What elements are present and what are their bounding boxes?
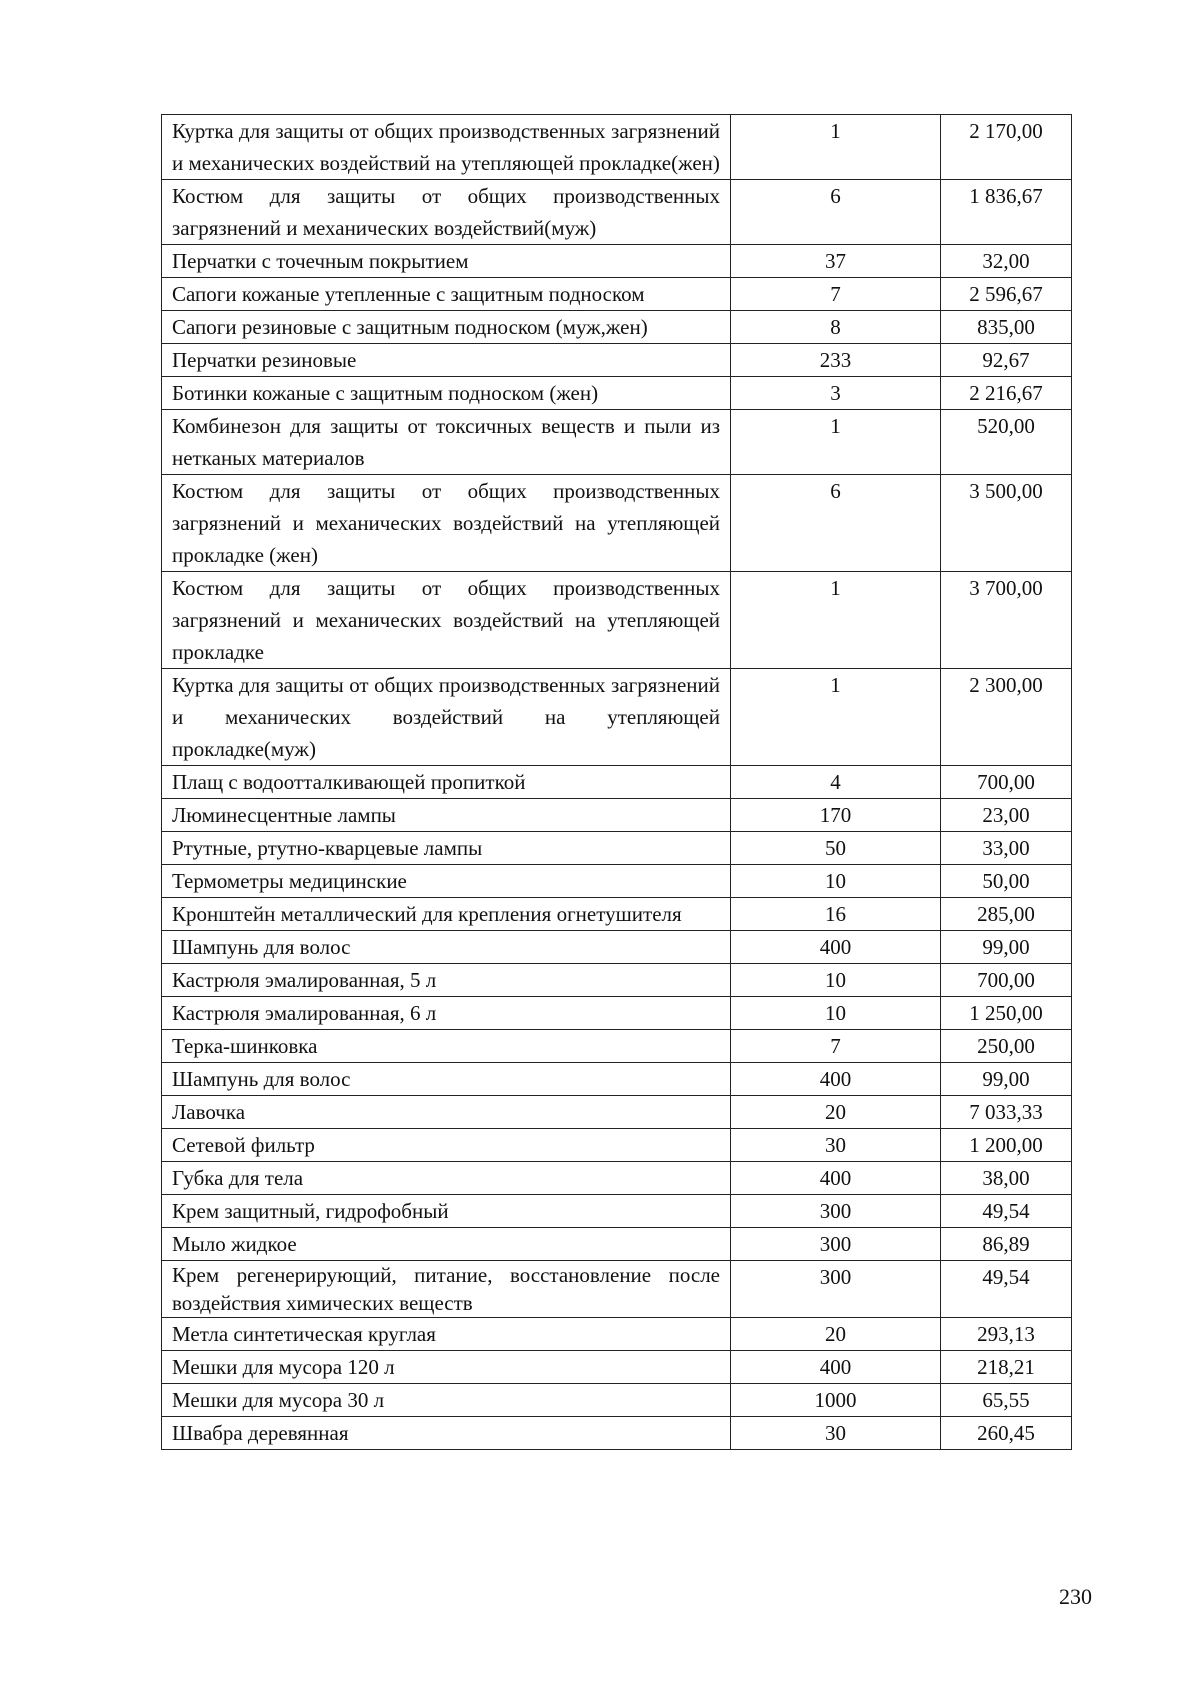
item-price-cell: 99,00 <box>941 1063 1072 1096</box>
table-row <box>162 1063 1072 1096</box>
item-price-cell: 50,00 <box>941 865 1072 898</box>
item-name-cell: Мешки для мусора 120 л <box>162 1351 731 1384</box>
item-qty-cell: 1 <box>731 410 941 475</box>
table-row <box>162 1261 1072 1318</box>
table-row <box>162 1384 1072 1417</box>
item-price-cell: 3 500,00 <box>941 475 1072 572</box>
table-row <box>162 377 1072 410</box>
table-row <box>162 1129 1072 1162</box>
item-name-cell: Костюм для защиты от общих производственных загрязнений и механических воздействий на утепляющей прокладке (жен) <box>162 475 731 572</box>
item-price-cell: 23,00 <box>941 799 1072 832</box>
item-qty-cell: 400 <box>731 1351 941 1384</box>
item-name-cell: Губка для тела <box>162 1162 731 1195</box>
table-row <box>162 410 1072 475</box>
item-name-cell: Перчатки резиновые <box>162 344 731 377</box>
page-number: 230 <box>1059 1584 1092 1609</box>
item-qty-cell: 300 <box>731 1195 941 1228</box>
item-name-cell: Шампунь для волос <box>162 931 731 964</box>
item-price-cell: 260,45 <box>941 1417 1072 1450</box>
item-qty-cell: 1000 <box>731 1384 941 1417</box>
item-name-cell: Сетевой фильтр <box>162 1129 731 1162</box>
item-price-cell: 49,54 <box>941 1195 1072 1228</box>
item-name-cell: Лавочка <box>162 1096 731 1129</box>
table-row <box>162 997 1072 1030</box>
item-qty-cell: 10 <box>731 964 941 997</box>
item-name-cell: Шампунь для волос <box>162 1063 731 1096</box>
table-row <box>162 898 1072 931</box>
item-name-cell: Сапоги резиновые с защитным подноском (муж,жен) <box>162 311 731 344</box>
item-qty-cell: 30 <box>731 1417 941 1450</box>
table-row <box>162 799 1072 832</box>
item-name-cell: Крем регенерирующий, питание, восстановление после воздействия химических веществ <box>162 1261 731 1318</box>
table-row <box>162 278 1072 311</box>
item-price-cell: 2 596,67 <box>941 278 1072 311</box>
table-row <box>162 1417 1072 1450</box>
item-price-cell: 99,00 <box>941 931 1072 964</box>
item-qty-cell: 30 <box>731 1129 941 1162</box>
item-name-cell: Ртутные, ртутно-кварцевые лампы <box>162 832 731 865</box>
item-price-cell: 92,67 <box>941 344 1072 377</box>
item-name-cell: Ботинки кожаные с защитным подноском (жен) <box>162 377 731 410</box>
item-qty-cell: 6 <box>731 475 941 572</box>
table-row <box>162 669 1072 766</box>
item-price-cell: 33,00 <box>941 832 1072 865</box>
item-price-cell: 2 170,00 <box>941 115 1072 180</box>
item-name-cell: Костюм для защиты от общих производственных загрязнений и механических воздействий(муж) <box>162 180 731 245</box>
table-row <box>162 1162 1072 1195</box>
item-qty-cell: 20 <box>731 1318 941 1351</box>
item-qty-cell: 1 <box>731 669 941 766</box>
item-qty-cell: 4 <box>731 766 941 799</box>
items-table <box>161 114 1072 1450</box>
item-qty-cell: 8 <box>731 311 941 344</box>
item-qty-cell: 10 <box>731 997 941 1030</box>
item-price-cell: 3 700,00 <box>941 572 1072 669</box>
item-price-cell: 250,00 <box>941 1030 1072 1063</box>
item-price-cell: 2 300,00 <box>941 669 1072 766</box>
item-qty-cell: 7 <box>731 1030 941 1063</box>
item-qty-cell: 300 <box>731 1261 941 1318</box>
item-name-cell: Куртка для защиты от общих производственных загрязнений и механических воздействий на утепляющей прокладке(жен) <box>162 115 731 180</box>
item-qty-cell: 300 <box>731 1228 941 1261</box>
item-qty-cell: 6 <box>731 180 941 245</box>
item-price-cell: 293,13 <box>941 1318 1072 1351</box>
item-name-cell: Куртка для защиты от общих производственных загрязнений и механических воздействий на утепляющей прокладке(муж) <box>162 669 731 766</box>
table-row <box>162 1195 1072 1228</box>
item-name-cell: Швабра деревянная <box>162 1417 731 1450</box>
item-name-cell: Крем защитный, гидрофобный <box>162 1195 731 1228</box>
item-qty-cell: 16 <box>731 898 941 931</box>
item-price-cell: 7 033,33 <box>941 1096 1072 1129</box>
table-row <box>162 1318 1072 1351</box>
table-row <box>162 311 1072 344</box>
item-price-cell: 1 836,67 <box>941 180 1072 245</box>
item-qty-cell: 400 <box>731 1063 941 1096</box>
item-name-cell: Кастрюля эмалированная, 5 л <box>162 964 731 997</box>
item-name-cell: Люминесцентные лампы <box>162 799 731 832</box>
item-name-cell: Кронштейн металлический для крепления огнетушителя <box>162 898 731 931</box>
item-qty-cell: 20 <box>731 1096 941 1129</box>
item-price-cell: 285,00 <box>941 898 1072 931</box>
table-row <box>162 832 1072 865</box>
item-qty-cell: 10 <box>731 865 941 898</box>
item-qty-cell: 170 <box>731 799 941 832</box>
item-price-cell: 2 216,67 <box>941 377 1072 410</box>
item-price-cell: 835,00 <box>941 311 1072 344</box>
table-row <box>162 344 1072 377</box>
item-qty-cell: 37 <box>731 245 941 278</box>
item-qty-cell: 400 <box>731 931 941 964</box>
item-qty-cell: 50 <box>731 832 941 865</box>
table-row <box>162 180 1072 245</box>
table-row <box>162 1030 1072 1063</box>
item-name-cell: Комбинезон для защиты от токсичных веществ и пыли из нетканых материалов <box>162 410 731 475</box>
table-row <box>162 475 1072 572</box>
table-row <box>162 766 1072 799</box>
item-price-cell: 65,55 <box>941 1384 1072 1417</box>
item-price-cell: 86,89 <box>941 1228 1072 1261</box>
item-qty-cell: 3 <box>731 377 941 410</box>
table-row <box>162 964 1072 997</box>
item-name-cell: Мыло жидкое <box>162 1228 731 1261</box>
item-name-cell: Костюм для защиты от общих производственных загрязнений и механических воздействий на утепляющей прокладке <box>162 572 731 669</box>
item-price-cell: 1 200,00 <box>941 1129 1072 1162</box>
table-row <box>162 572 1072 669</box>
item-qty-cell: 1 <box>731 572 941 669</box>
item-price-cell: 38,00 <box>941 1162 1072 1195</box>
item-price-cell: 1 250,00 <box>941 997 1072 1030</box>
table-row <box>162 1351 1072 1384</box>
table-row <box>162 865 1072 898</box>
items-table-body <box>162 115 1072 1450</box>
item-price-cell: 700,00 <box>941 964 1072 997</box>
item-price-cell: 218,21 <box>941 1351 1072 1384</box>
item-name-cell: Кастрюля эмалированная, 6 л <box>162 997 731 1030</box>
item-price-cell: 700,00 <box>941 766 1072 799</box>
item-price-cell: 49,54 <box>941 1261 1072 1318</box>
item-name-cell: Плащ с водоотталкивающей пропиткой <box>162 766 731 799</box>
item-qty-cell: 233 <box>731 344 941 377</box>
item-name-cell: Сапоги кожаные утепленные с защитным подноском <box>162 278 731 311</box>
table-row <box>162 1096 1072 1129</box>
table-row <box>162 931 1072 964</box>
item-qty-cell: 400 <box>731 1162 941 1195</box>
item-name-cell: Термометры медицинские <box>162 865 731 898</box>
item-price-cell: 32,00 <box>941 245 1072 278</box>
item-qty-cell: 7 <box>731 278 941 311</box>
item-name-cell: Перчатки с точечным покрытием <box>162 245 731 278</box>
item-name-cell: Мешки для мусора 30 л <box>162 1384 731 1417</box>
item-name-cell: Терка-шинковка <box>162 1030 731 1063</box>
item-qty-cell: 1 <box>731 115 941 180</box>
table-row <box>162 115 1072 180</box>
table-row <box>162 245 1072 278</box>
item-price-cell: 520,00 <box>941 410 1072 475</box>
table-row <box>162 1228 1072 1261</box>
item-name-cell: Метла синтетическая круглая <box>162 1318 731 1351</box>
